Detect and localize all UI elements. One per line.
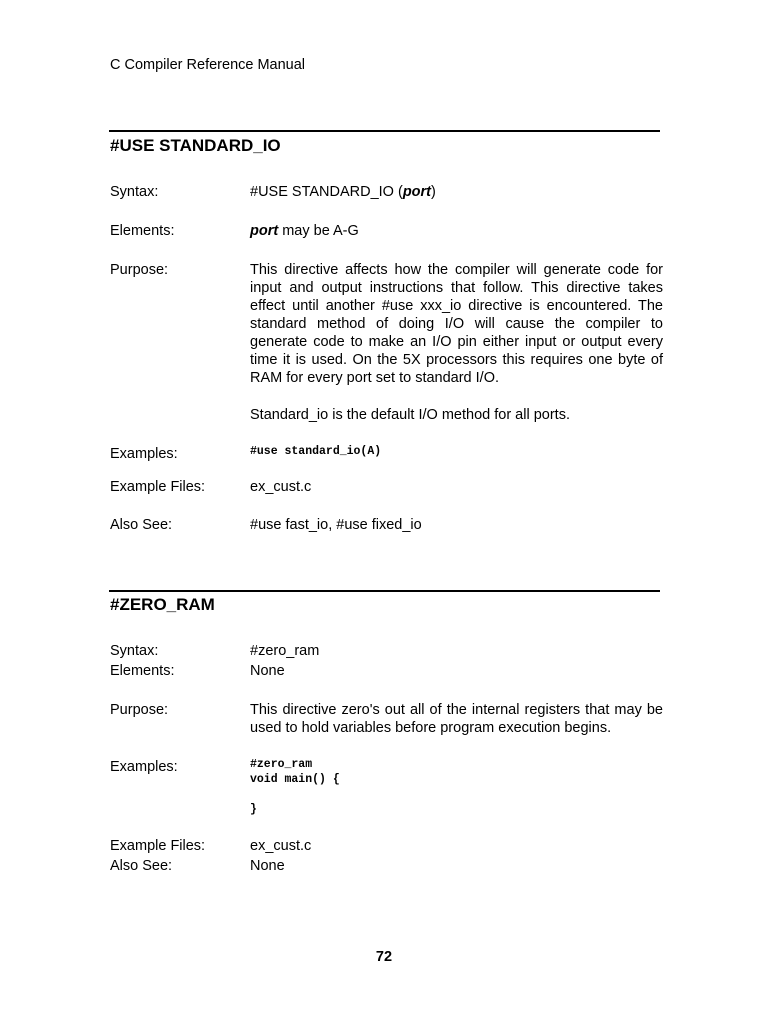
syntax-label: Syntax: (110, 643, 159, 659)
syntax-value: #zero_ram (250, 643, 320, 659)
code-line (250, 787, 340, 802)
purpose-paragraph: This directive affects how the compiler will generate code for input and output instructions that follow. This directive takes effect until another #use xxx_io directive is encountered. The standard method of doing I/O will cause the compiler to generate code to make an I/O pin either input or output every time it is used. On the 5X processors this requires one byte of RAM for every port set to standard I/O. (250, 262, 663, 386)
purpose-label: Purpose: (110, 262, 169, 278)
syntax-value (250, 183, 436, 201)
section-title-zero-ram: #ZERO_RAM (110, 595, 215, 614)
code-line: #use standard_io(A) (250, 445, 382, 458)
syntax-param: port (402, 184, 432, 200)
code-line: } (250, 803, 257, 816)
running-header: C Compiler Reference Manual (110, 57, 306, 73)
examples-label: Examples: (110, 759, 178, 775)
syntax-prefix: #USE STANDARD_IO ( (250, 184, 403, 200)
elements-label: Elements: (110, 223, 175, 239)
also-see-value: #use fast_io, #use fixed_io (250, 517, 422, 533)
example-files-value: ex_cust.c (250, 838, 312, 854)
example-files-label: Example Files: (110, 479, 206, 495)
also-see-label: Also See: (110, 517, 173, 533)
section-divider (109, 590, 660, 592)
code-line: #zero_ram (250, 758, 313, 771)
example-files-label: Example Files: (110, 838, 206, 854)
section-divider (109, 130, 660, 132)
elements-param: port (250, 223, 279, 239)
elements-text: may be A-G (278, 223, 359, 239)
purpose-paragraph: Standard_io is the default I/O method for all ports. (250, 407, 570, 423)
code-example (250, 444, 381, 459)
example-files-value: ex_cust.c (250, 479, 312, 495)
syntax-suffix: ) (431, 184, 436, 200)
syntax-label: Syntax: (110, 184, 159, 200)
code-example (250, 757, 340, 817)
examples-label: Examples: (110, 446, 178, 462)
section-title-use-standard-io: #USE STANDARD_IO (110, 136, 281, 155)
also-see-label: Also See: (110, 858, 173, 874)
elements-value (250, 222, 359, 240)
page-number: 72 (375, 949, 393, 965)
elements-label: Elements: (110, 663, 175, 679)
code-line: void main() { (250, 773, 340, 786)
also-see-value: None (250, 858, 285, 874)
purpose-paragraph: This directive zero's out all of the internal registers that may be used to hold variables before program execution begins. (250, 702, 663, 736)
elements-value: None (250, 663, 285, 679)
purpose-label: Purpose: (110, 702, 169, 718)
